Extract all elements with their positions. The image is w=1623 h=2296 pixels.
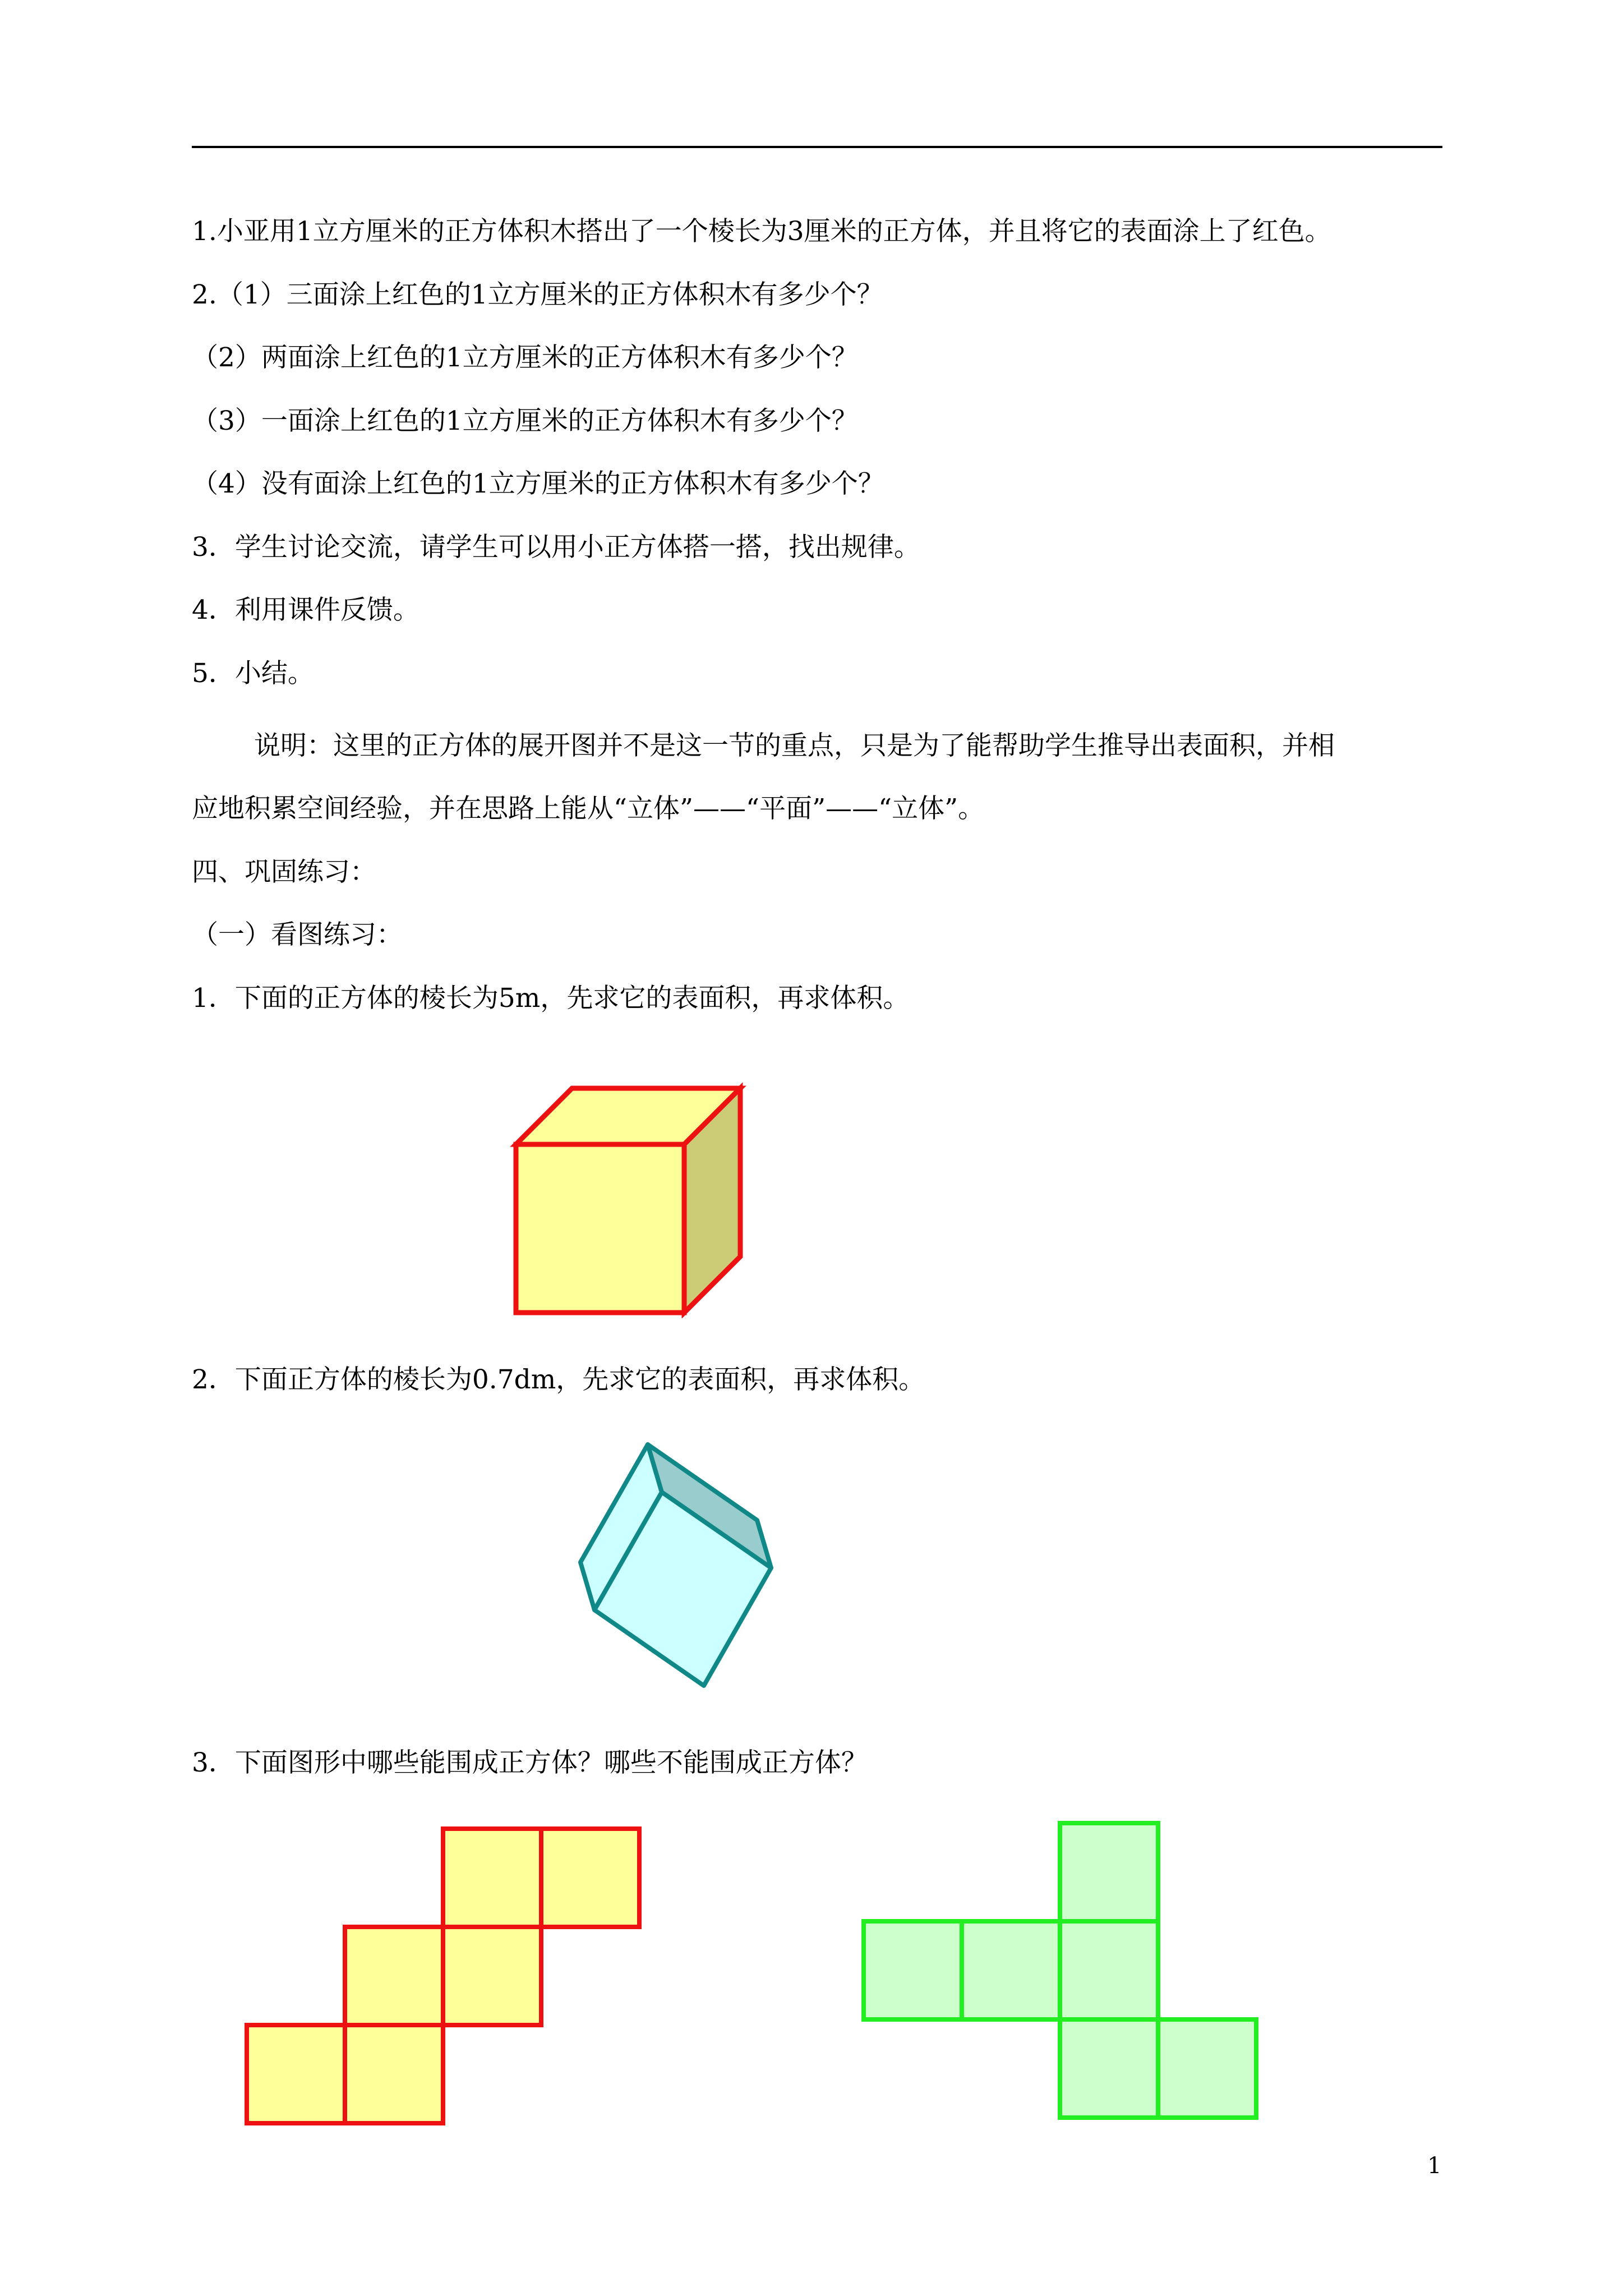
- page-number: 1: [1427, 2153, 1442, 2179]
- question-1: 2.（1）三面涂上红色的1立方厘米的正方体积木有多少个？: [192, 279, 883, 310]
- step-4: 4．利用课件反馈。: [192, 595, 419, 625]
- net-1-square: [443, 1927, 541, 2025]
- subsection-heading: （一）看图练习：: [192, 919, 403, 950]
- net-1-square: [345, 2025, 443, 2123]
- net-2-square: [1060, 1921, 1158, 2019]
- net-1-square: [541, 1829, 639, 1927]
- net-2-square: [1060, 2019, 1158, 2118]
- cube-figure-1: [505, 1077, 751, 1318]
- net-1-square: [345, 1927, 443, 2025]
- cube-net-2: [852, 1818, 1267, 2132]
- exercise-3: 3．下面图形中哪些能围成正方体？哪些不能围成正方体？: [192, 1747, 868, 1778]
- exercise-1: 1．下面的正方体的棱长为5m，先求它的表面积，再求体积。: [192, 983, 910, 1014]
- net-2-square: [962, 1921, 1060, 2019]
- note-line-1: 说明：这里的正方体的展开图并不是这一节的重点，只是为了能帮助学生推导出表面积，并相: [254, 730, 1335, 761]
- net-1-square: [443, 1829, 541, 1927]
- net-2-square: [1158, 2019, 1256, 2118]
- net-2-square: [1060, 1823, 1158, 1921]
- exercise-2: 2．下面正方体的棱长为0.7dm，先求它的表面积，再求体积。: [192, 1364, 925, 1395]
- header-rule: [192, 146, 1442, 148]
- section-heading: 四、巩固练习：: [192, 857, 376, 887]
- note-line-2: 应地积累空间经验，并在思路上能从“立体”——“平面”——“立体”。: [192, 793, 985, 824]
- step-3: 3．学生讨论交流，请学生可以用小正方体搭一搭，找出规律。: [192, 532, 920, 563]
- net-1-square: [247, 2025, 345, 2123]
- net-2-square: [864, 1921, 962, 2019]
- step-5: 5．小结。: [192, 658, 314, 689]
- question-3: （3）一面涂上红色的1立方厘米的正方体积木有多少个？: [192, 406, 858, 436]
- cube-figure-2: [572, 1436, 785, 1705]
- question-4: （4）没有面涂上红色的1立方厘米的正方体积木有多少个？: [192, 468, 884, 499]
- problem-1-statement: 1.小亚用1立方厘米的正方体积木搭出了一个棱长为3厘米的正方体，并且将它的表面涂上了红色。: [192, 216, 1331, 247]
- cube-net-1: [236, 1823, 651, 2137]
- question-2: （2）两面涂上红色的1立方厘米的正方体积木有多少个？: [192, 342, 858, 373]
- cube-1-front-face: [516, 1144, 684, 1313]
